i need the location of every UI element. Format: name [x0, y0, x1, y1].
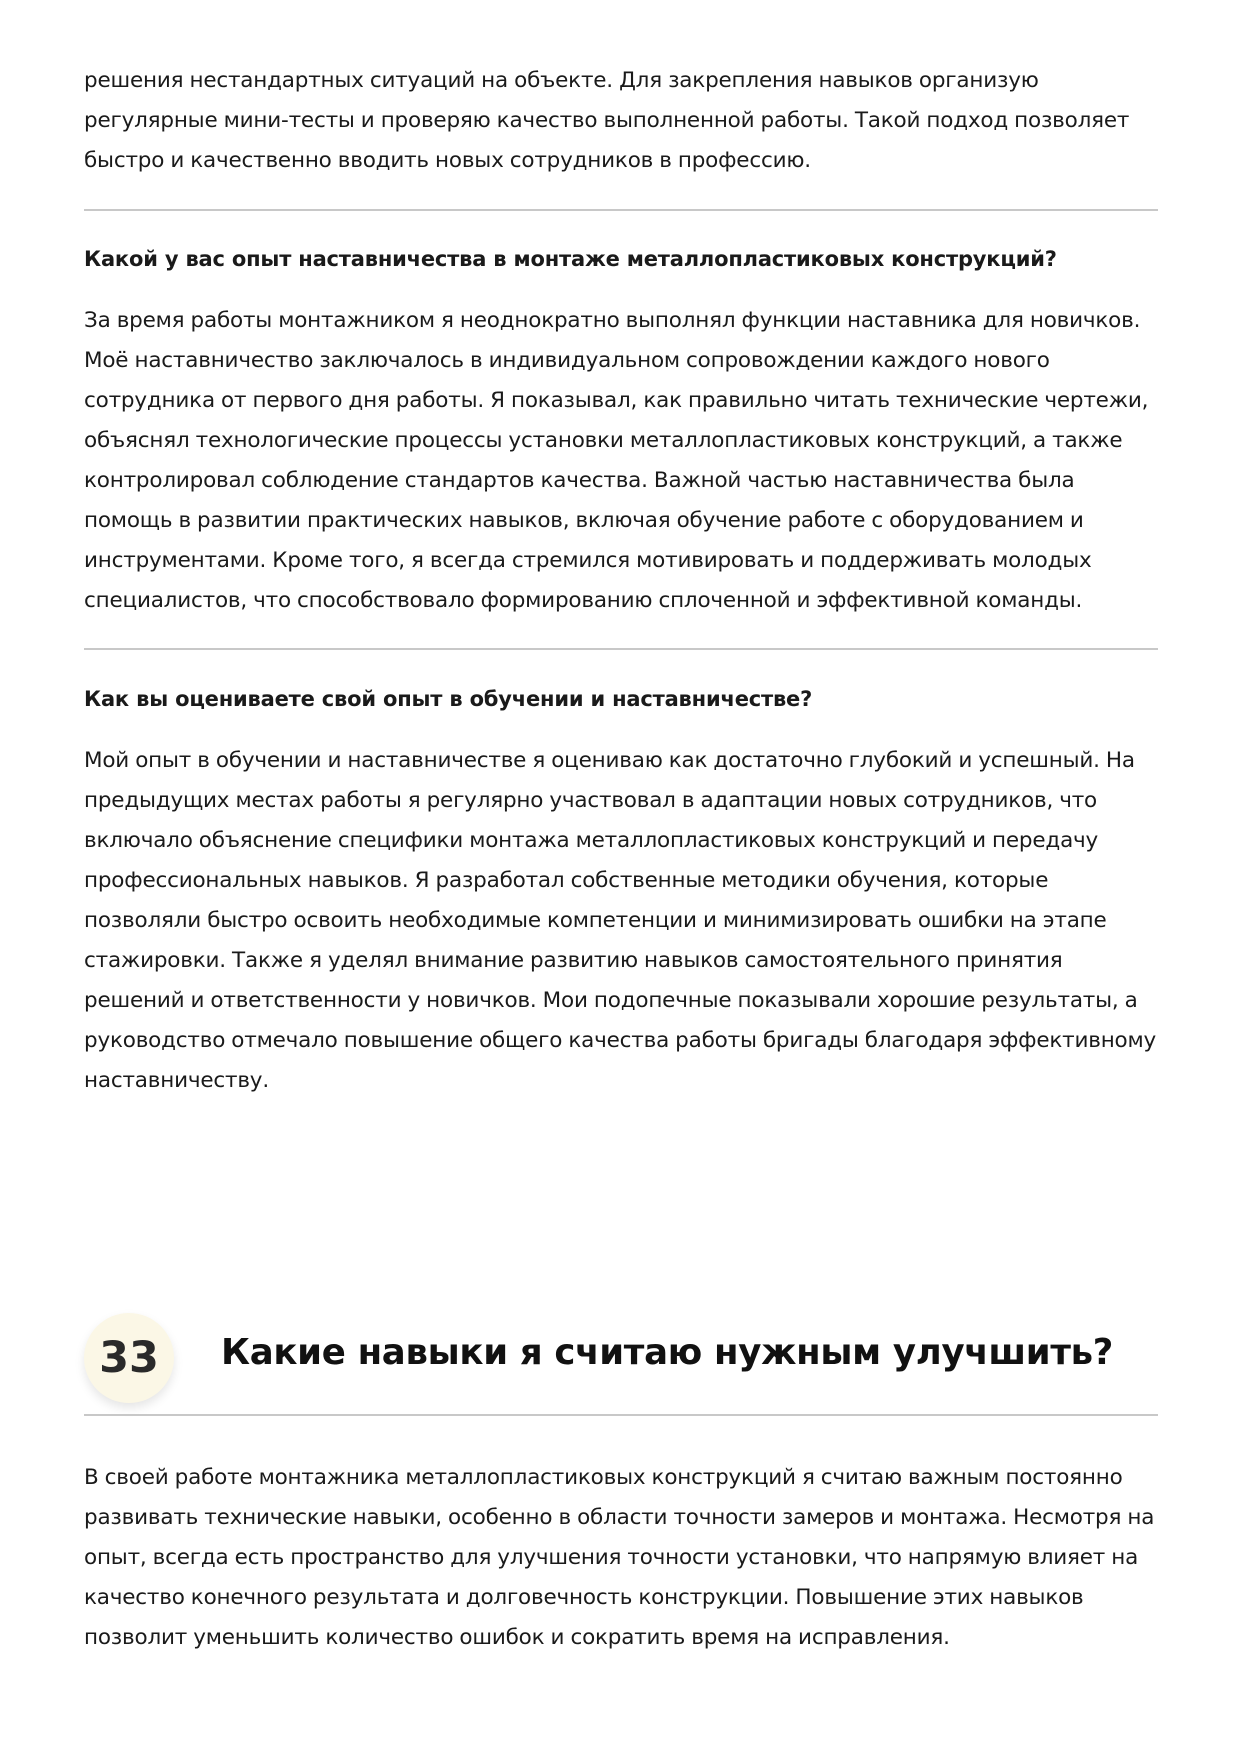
intro-paragraph: решения нестандартных ситуаций на объекте. Для закрепления навыков организую регулярные мини-тесты и проверяю качество выполненной работы. Такой подход позволяет быстро и качественно вводить новых сотрудников в профессию. [84, 68, 1130, 173]
question-heading: Как вы оцениваете свой опыт в обучении и наставничестве? [84, 687, 813, 711]
section-paragraph: В своей работе монтажника металлопластиковых конструкций я считаю важным постоянно развивать технические навыки, особенно в области точности замеров и монтажа. Несмотря на опыт, всегда есть пространство для улучшения точности установки, что напрямую влияет на качество конечного результата и долговечность конструкции. Повышение этих навыков позволит уменьшить количество ошибок и сократить время на исправления. [84, 1465, 1155, 1650]
answer-paragraph: За время работы монтажником я неоднократно выполнял функции наставника для новичков. Моё наставничество заключалось в индивидуальном сопровождении каждого нового сотрудника от первого дня работы. Я показывал, как правильно читать технические чертежи, объяснял технологические процессы установки металлопластиковых конструкций, а также контролировал соблюдение стандартов качества. Важной частью наставничества была помощь в развитии практических навыков, включая обучение работе с оборудованием и инструментами. Кроме того, я всегда стремился мотивировать и поддерживать молодых специалистов, что способствовало формированию сплоченной и эффективной команды. [84, 308, 1149, 613]
section-divider [84, 1414, 1158, 1416]
divider [84, 209, 1158, 211]
section-title: Какие навыки я считаю нужным улучшить? [221, 1332, 1114, 1373]
divider [84, 648, 1158, 650]
section-number-badge: 33 [84, 1313, 174, 1403]
section-header [84, 1307, 1158, 1405]
question-heading: Какой у вас опыт наставничества в монтаже металлопластиковых конструкций? [84, 247, 1057, 271]
intro-block [84, 0, 1158, 181]
section-body [84, 1458, 1158, 1658]
document-page [84, 0, 1158, 1650]
answer-paragraph: Мой опыт в обучении и наставничестве я оцениваю как достаточно глубокий и успешный. На предыдущих местах работы я регулярно участвовал в адаптации новых сотрудников, что включало объяснение специфики монтажа металлопластиковых конструкций и передачу профессиональных навыков. Я разработал собственные методики обучения, которые позволяли быстро освоить необходимые компетенции и минимизировать ошибки на этапе стажировки. Также я уделял внимание развитию навыков самостоятельного принятия решений и ответственности у новичков. Мои подопечные показывали хорошие результаты, а руководство отмечало повышение общего качества работы бригады благодаря эффективному наставничеству. [84, 748, 1157, 1093]
